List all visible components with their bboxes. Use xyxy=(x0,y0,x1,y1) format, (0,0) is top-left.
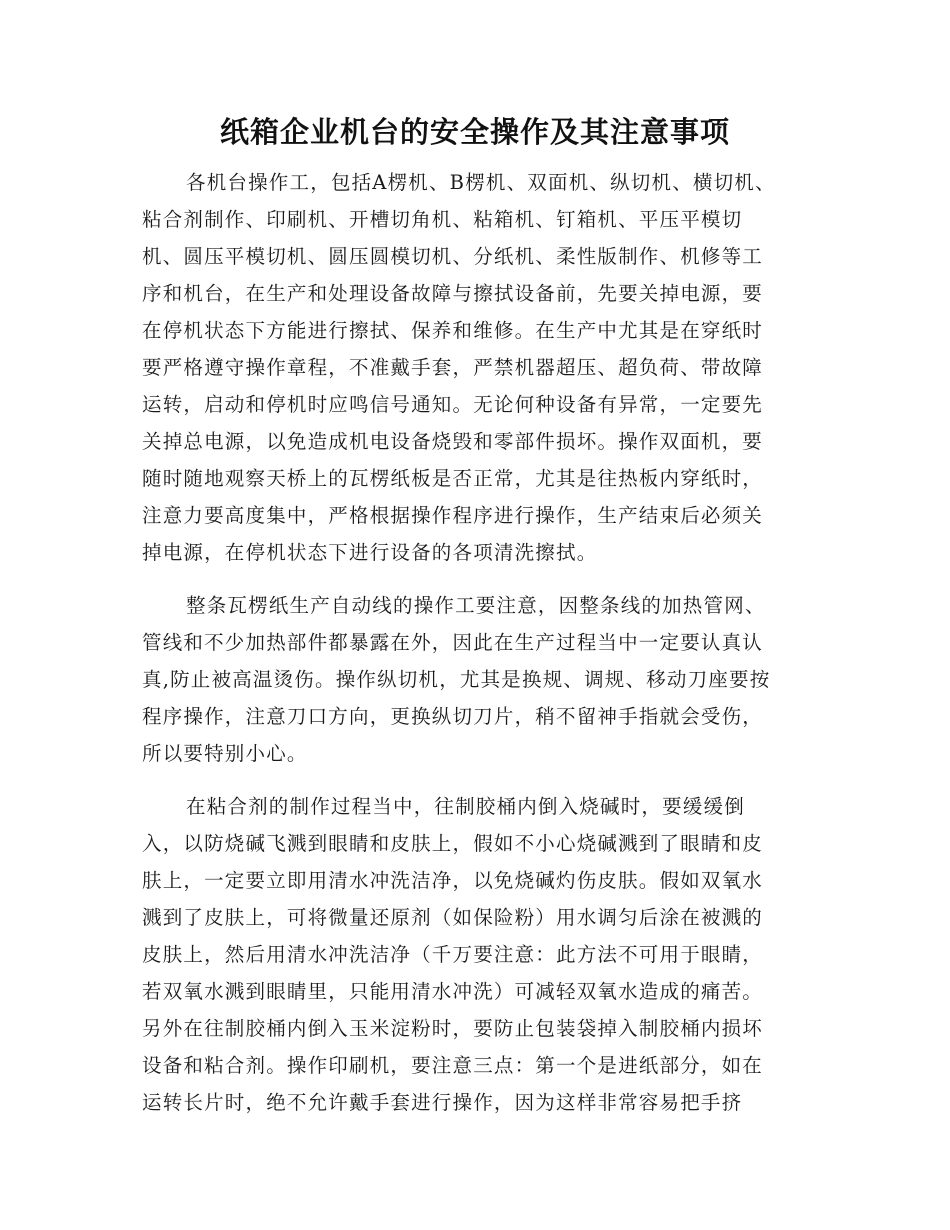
paragraph-line: 机、圆压平模切机、圆压圆模切机、分纸机、柔性版制作、机修等工 xyxy=(142,245,764,268)
paragraph-line: 在停机状态下方能进行擦拭、保养和维修。在生产中尤其是在穿纸时 xyxy=(142,319,764,342)
paragraph-line: 各机台操作工，包括A楞机、B楞机、双面机、纵切机、横切机、 xyxy=(186,171,776,194)
paragraph-line: 掉电源，在停机状态下进行设备的各项清洗擦拭。 xyxy=(142,541,598,564)
paragraph-line: 序和机台，在生产和处理设备故障与擦拭设备前，先要关掉电源，要 xyxy=(142,282,764,305)
paragraph-line: 设备和粘合剂。操作印刷机，要注意三点：第一个是进纸部分，如在 xyxy=(142,1054,764,1077)
paragraph-line: 溅到了皮肤上，可将微量还原剂（如保险粉）用水调匀后涂在被溅的 xyxy=(142,906,764,929)
paragraph-line: 粘合剂制作、印刷机、开槽切角机、粘箱机、钉箱机、平压平模切 xyxy=(142,208,743,231)
paragraph-line: 关掉总电源，以免造成机电设备烧毁和零部件损坏。操作双面机，要 xyxy=(142,430,764,453)
paragraph-line: 所以要特别小心。 xyxy=(142,742,308,765)
paragraph-3 xyxy=(142,788,806,1121)
paragraph-line: 注意力要高度集中，严格根据操作程序进行操作，生产结束后必须关 xyxy=(142,504,764,527)
paragraph-line: 肤上，一定要立即用清水冲洗洁净，以免烧碱灼伤皮肤。假如双氧水 xyxy=(142,869,764,892)
paragraph-line: 入，以防烧碱飞溅到眼睛和皮肤上，假如不小心烧碱溅到了眼睛和皮 xyxy=(142,832,764,855)
paragraph-2 xyxy=(142,587,806,772)
paragraph-line: 另外在往制胶桶内倒入玉米淀粉时，要防止包装袋掉入制胶桶内损坏 xyxy=(142,1017,764,1040)
paragraph-line: 运转，启动和停机时应鸣信号通知。无论何种设备有异常，一定要先 xyxy=(142,393,764,416)
paragraph-line: 整条瓦楞纸生产自动线的操作工要注意，因整条线的加热管网、 xyxy=(186,594,766,617)
paragraph-line: 要严格遵守操作章程，不准戴手套，严禁机器超压、超负荷、带故障 xyxy=(142,356,764,379)
paragraph-line: 皮肤上，然后用清水冲洗洁净（千万要注意：此方法不可用于眼睛， xyxy=(142,943,764,966)
paragraph-line: 程序操作，注意刀口方向，更换纵切刀片，稍不留神手指就会受伤， xyxy=(142,705,764,728)
paragraph-line: 真,防止被高温烫伤。操作纵切机，尤其是换规、调规、移动刀座要按 xyxy=(142,668,771,691)
paragraph-line: 运转长片时，绝不允许戴手套进行操作，因为这样非常容易把手挤 xyxy=(142,1091,743,1114)
paragraph-1 xyxy=(142,164,806,571)
paragraph-line: 随时随地观察天桥上的瓦楞纸板是否正常，尤其是往热板内穿纸时， xyxy=(142,467,764,490)
paragraph-line: 若双氧水溅到眼睛里，只能用清水冲洗）可减轻双氧水造成的痛苦。 xyxy=(142,980,764,1003)
paragraph-line: 管线和不少加热部件都暴露在外，因此在生产过程当中一定要认真认 xyxy=(142,631,764,654)
paragraph-line: 在粘合剂的制作过程当中，往制胶桶内倒入烧碱时，要缓缓倒 xyxy=(186,795,745,818)
document-title: 纸箱企业机台的安全操作及其注意事项 xyxy=(219,115,730,149)
